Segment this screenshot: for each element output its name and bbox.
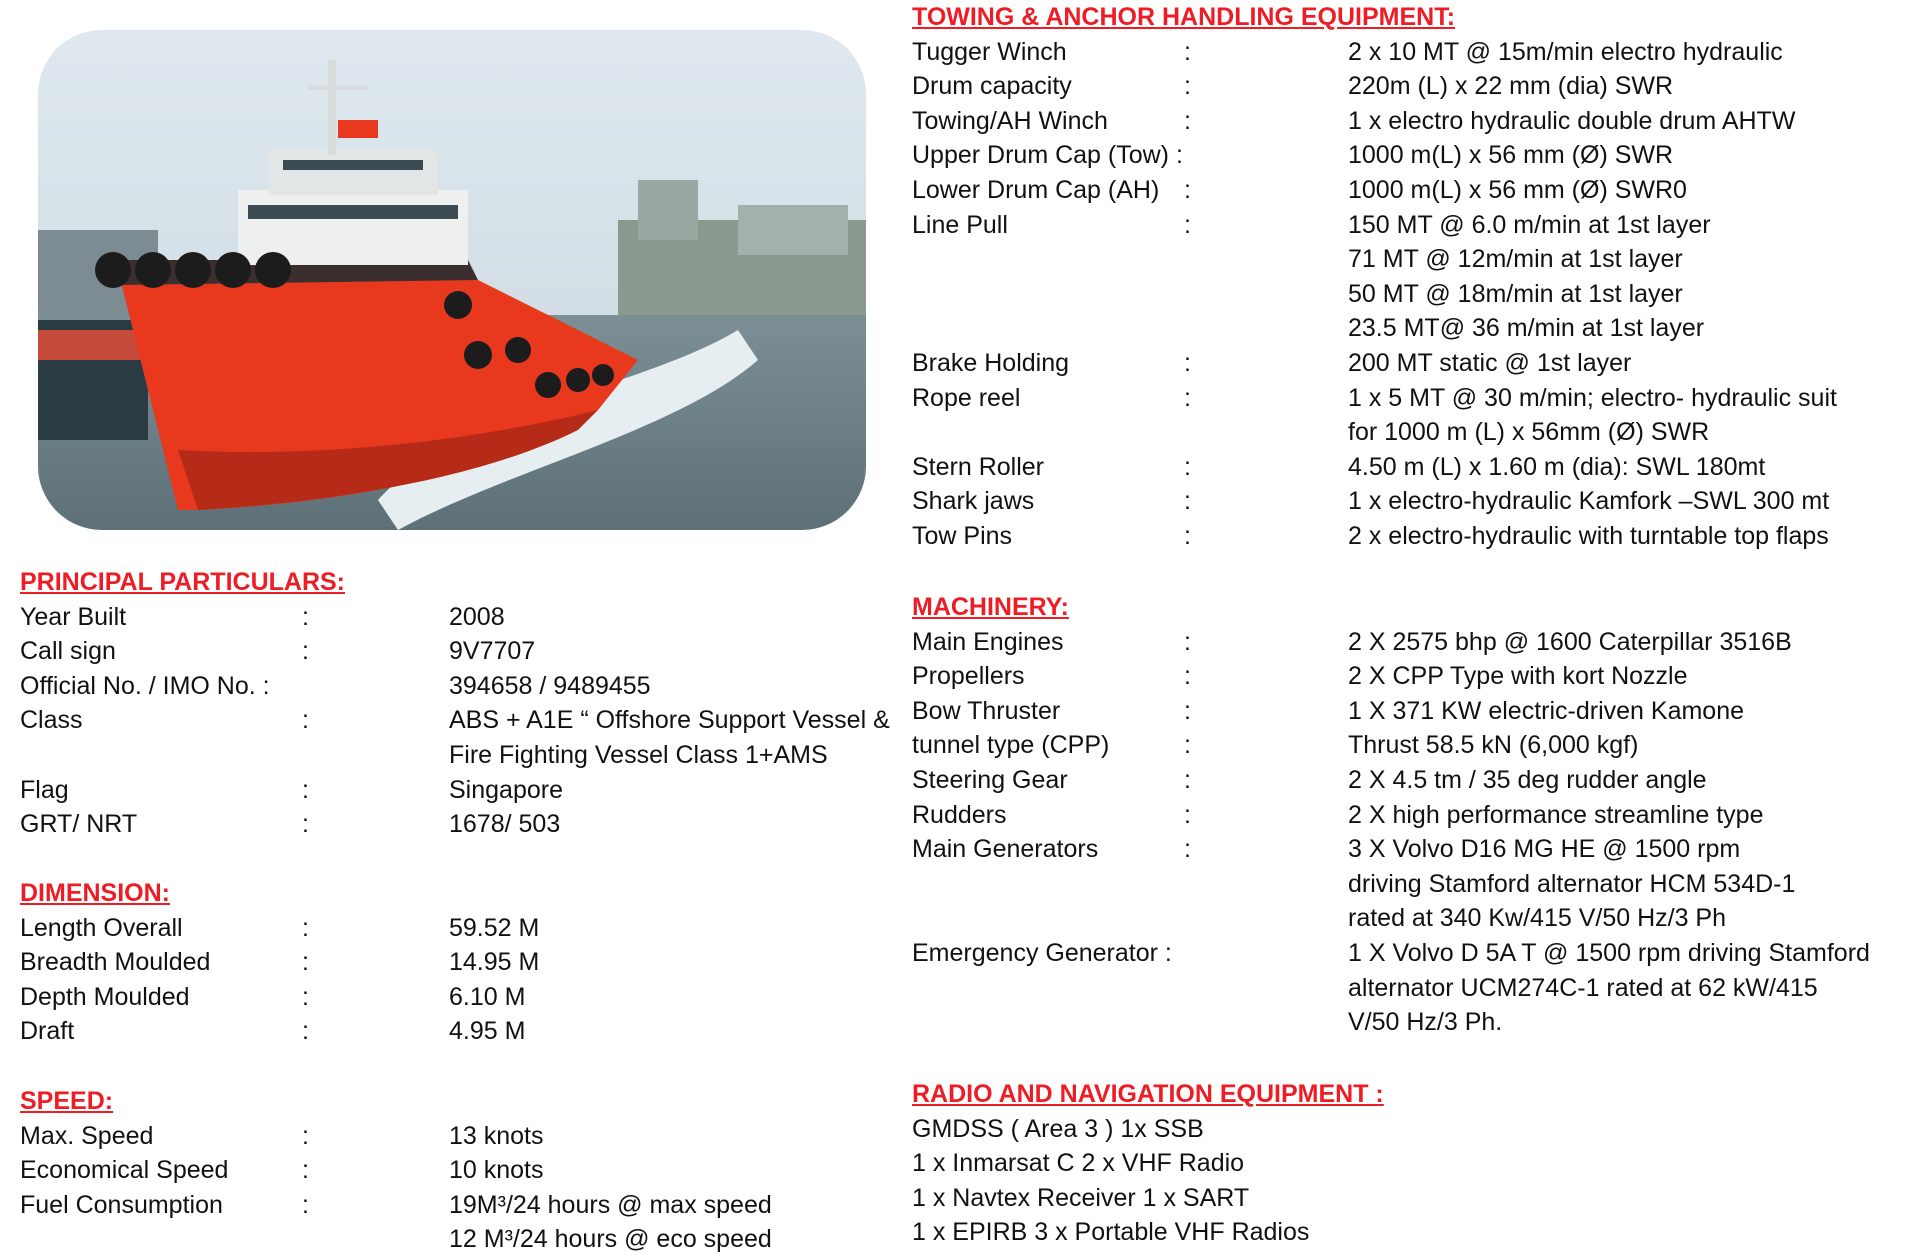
spec-row-continued [912, 311, 1912, 346]
radio-line: 1 x EPIRB 3 x Portable VHF Radios [912, 1218, 1310, 1247]
spec-row [912, 659, 1912, 694]
spec-value: 71 MT @ 12m/min at 1st layer [1348, 245, 1683, 274]
spec-label: Brake Holding [912, 348, 1070, 377]
spec-value: 2 X CPP Type with kort Nozzle [1348, 662, 1688, 691]
spec-value: 4.95 M [449, 1017, 526, 1046]
spec-row [20, 1188, 900, 1223]
principal-rows [20, 600, 900, 842]
spec-row [912, 763, 1912, 798]
spec-colon: : [1184, 696, 1191, 725]
spec-value: 1678/ 503 [449, 810, 561, 839]
spec-colon: : [1184, 37, 1191, 66]
spec-value: 220m (L) x 22 mm (dia) SWR [1348, 72, 1674, 101]
spec-label: Max. Speed [20, 1121, 154, 1150]
speed-title: SPEED: [20, 1087, 114, 1115]
principal-particulars-section [20, 565, 900, 842]
spec-value: 23.5 MT@ 36 m/min at 1st layer [1348, 314, 1705, 343]
spec-value: 12 M³/24 hours @ eco speed [449, 1225, 772, 1254]
dimension-title: DIMENSION: [20, 879, 170, 907]
spec-colon: : [302, 1190, 309, 1219]
dimension-section [20, 876, 900, 1049]
spec-value: for 1000 m (L) x 56mm (Ø) SWR [1348, 418, 1710, 447]
spec-colon: : [302, 913, 309, 942]
spec-label: Class [20, 706, 83, 735]
towing-anchor-handling-title: TOWING & ANCHOR HANDLING EQUIPMENT: [912, 3, 1456, 31]
spec-row [912, 484, 1912, 519]
spec-row [912, 208, 1912, 243]
spec-colon: : [1184, 800, 1191, 829]
spec-label: Rope reel [912, 383, 1021, 412]
spec-value: 50 MT @ 18m/min at 1st layer [1348, 279, 1683, 308]
spec-row [912, 346, 1912, 381]
spec-colon: : [1184, 731, 1191, 760]
spec-colon [1184, 138, 1348, 173]
spec-row-continued [912, 867, 1912, 902]
spec-label: Lower Drum Cap (AH) [912, 175, 1160, 204]
radio-navigation-section [912, 1077, 1912, 1250]
spec-label: Fuel Consumption [20, 1190, 223, 1219]
spec-row [912, 832, 1912, 867]
spec-label: Stern Roller [912, 452, 1044, 481]
spec-row-continued [912, 901, 1912, 936]
spec-value: 2 x electro-hydraulic with turntable top flaps [1348, 521, 1829, 550]
spec-value: 2 X 2575 bhp @ 1600 Caterpillar 3516B [1348, 627, 1792, 656]
radio-navigation-title: RADIO AND NAVIGATION EQUIPMENT : [912, 1080, 1384, 1108]
spec-value: 19M³/24 hours @ max speed [449, 1190, 772, 1219]
spec-label: Towing/AH Winch [912, 106, 1108, 135]
spec-colon: : [1184, 210, 1191, 239]
spec-value: Fire Fighting Vessel Class 1+AMS [449, 740, 828, 769]
spec-value: 1 x 5 MT @ 30 m/min; electro- hydraulic suit [1348, 383, 1837, 412]
speed-section [20, 1084, 900, 1257]
spec-row [20, 773, 900, 808]
spec-row [20, 1153, 900, 1188]
spec-colon [1184, 936, 1348, 971]
spec-label: Rudders [912, 800, 1007, 829]
spec-colon: : [1184, 348, 1191, 377]
spec-row [20, 669, 900, 704]
spec-colon: : [302, 637, 309, 666]
spec-row [912, 69, 1912, 104]
spec-value: 2 x 10 MT @ 15m/min electro hydraulic [1348, 37, 1783, 66]
spec-value: 1 x electro hydraulic double drum AHTW [1348, 106, 1796, 135]
vessel-photo-icon [38, 30, 866, 530]
spec-row [20, 634, 900, 669]
radio-line: GMDSS ( Area 3 ) 1x SSB [912, 1114, 1204, 1143]
spec-label: Upper Drum Cap (Tow) : [912, 141, 1183, 170]
spec-colon: : [302, 982, 309, 1011]
spec-value: 2008 [449, 602, 505, 631]
spec-row [912, 936, 1912, 971]
spec-colon: : [1184, 765, 1191, 794]
spec-row [912, 625, 1912, 660]
spec-label: Breadth Moulded [20, 948, 211, 977]
spec-colon: : [302, 1156, 309, 1185]
spec-label: Flag [20, 775, 69, 804]
spec-row-continued [912, 971, 1912, 1006]
spec-row [20, 911, 900, 946]
spec-row [912, 104, 1912, 139]
spec-label: Main Generators [912, 835, 1099, 864]
spec-label: Draft [20, 1017, 75, 1046]
spec-row [912, 728, 1912, 763]
spec-row [20, 1119, 900, 1154]
spec-colon: : [302, 602, 309, 631]
spec-value: 2 X 4.5 tm / 35 deg rudder angle [1348, 765, 1707, 794]
machinery-section [912, 590, 1912, 1040]
spec-value: 6.10 M [449, 982, 526, 1011]
spec-label: GRT/ NRT [20, 810, 138, 839]
spec-colon: : [1184, 487, 1191, 516]
spec-label: Year Built [20, 602, 127, 631]
spec-label: Propellers [912, 662, 1025, 691]
spec-colon: : [1184, 452, 1191, 481]
principal-particulars-title: PRINCIPAL PARTICULARS: [20, 568, 345, 596]
spec-label: tunnel type (CPP) [912, 731, 1110, 760]
spec-colon: : [1184, 835, 1191, 864]
spec-value: 150 MT @ 6.0 m/min at 1st layer [1348, 210, 1711, 239]
spec-label: Official No. / IMO No. : [20, 671, 270, 700]
spec-label: Line Pull [912, 210, 1008, 239]
spec-value: 394658 / 9489455 [449, 671, 651, 700]
spec-colon: : [1184, 662, 1191, 691]
spec-colon: : [302, 1017, 309, 1046]
spec-label: Shark jaws [912, 487, 1035, 516]
spec-value: rated at 340 Kw/415 V/50 Hz/3 Ph [1348, 904, 1727, 933]
spec-row [20, 1014, 900, 1049]
spec-value: 1 X 371 KW electric-driven Kamone [1348, 696, 1745, 725]
spec-label: Bow Thruster [912, 696, 1061, 725]
spec-value: alternator UCM274C-1 rated at 62 kW/415 [1348, 973, 1818, 1002]
spec-label: Steering Gear [912, 765, 1068, 794]
spec-colon: : [1184, 175, 1191, 204]
spec-row [912, 694, 1912, 729]
spec-row-continued [20, 1222, 900, 1257]
spec-colon: : [302, 775, 309, 804]
radio-line: 1 x Navtex Receiver 1 x SART [912, 1183, 1250, 1212]
spec-value: 1 X Volvo D 5A T @ 1500 rpm driving Stamford [1348, 938, 1870, 967]
spec-row-continued [912, 1005, 1912, 1040]
spec-colon: : [302, 1121, 309, 1150]
spec-colon: : [1184, 627, 1191, 656]
spec-colon: : [302, 706, 309, 735]
spec-value: 59.52 M [449, 913, 540, 942]
spec-colon: : [1184, 521, 1191, 550]
spec-value: 3 X Volvo D16 MG HE @ 1500 rpm [1348, 835, 1741, 864]
spec-row [20, 807, 900, 842]
spec-value: Thrust 58.5 kN (6,000 kgf) [1348, 731, 1639, 760]
spec-label: Tow Pins [912, 521, 1013, 550]
spec-row [912, 798, 1912, 833]
spec-row [20, 703, 900, 738]
spec-colon: : [1184, 72, 1191, 101]
spec-label: Call sign [20, 637, 116, 666]
vessel-photo [38, 30, 866, 530]
spec-row [20, 980, 900, 1015]
spec-row [912, 519, 1912, 554]
spec-value: ABS + A1E “ Offshore Support Vessel & [449, 706, 890, 735]
spec-label: Main Engines [912, 627, 1064, 656]
spec-value: 1 x electro-hydraulic Kamfork –SWL 300 mt [1348, 487, 1830, 516]
spec-value: 13 knots [449, 1121, 544, 1150]
machinery-title: MACHINERY: [912, 593, 1069, 621]
spec-colon: : [1184, 383, 1191, 412]
spec-row [912, 35, 1912, 70]
spec-row [912, 450, 1912, 485]
spec-label: Drum capacity [912, 72, 1072, 101]
spec-label: Emergency Generator : [912, 938, 1172, 967]
spec-label: Depth Moulded [20, 982, 190, 1011]
spec-value: 9V7707 [449, 637, 536, 666]
spec-colon: : [1184, 106, 1191, 135]
spec-value: 10 knots [449, 1156, 544, 1185]
spec-row [912, 138, 1912, 173]
spec-colon: : [302, 948, 309, 977]
spec-value: V/50 Hz/3 Ph. [1348, 1008, 1503, 1037]
spec-row-continued [912, 277, 1912, 312]
spec-value: driving Stamford alternator HCM 534D-1 [1348, 869, 1796, 898]
spec-label: Economical Speed [20, 1156, 229, 1185]
spec-value: 200 MT static @ 1st layer [1348, 348, 1632, 377]
radio-line: 1 x Inmarsat C 2 x VHF Radio [912, 1149, 1245, 1178]
spec-row-continued [912, 242, 1912, 277]
spec-value: 2 X high performance streamline type [1348, 800, 1764, 829]
spec-row [20, 945, 900, 980]
spec-value: 14.95 M [449, 948, 540, 977]
spec-row [912, 173, 1912, 208]
spec-value: 1000 m(L) x 56 mm (Ø) SWR0 [1348, 175, 1687, 204]
spec-row [20, 600, 900, 635]
spec-colon [282, 669, 449, 704]
spec-colon: : [302, 810, 309, 839]
spec-value: 4.50 m (L) x 1.60 m (dia): SWL 180mt [1348, 452, 1766, 481]
spec-label: Length Overall [20, 913, 183, 942]
towing-anchor-handling-section [912, 0, 1912, 554]
spec-label: Tugger Winch [912, 37, 1067, 66]
spec-row-continued [912, 415, 1912, 450]
spec-value: 1000 m(L) x 56 mm (Ø) SWR [1348, 141, 1674, 170]
spec-row-continued [20, 738, 900, 773]
spec-row [912, 381, 1912, 416]
spec-value: Singapore [449, 775, 563, 804]
